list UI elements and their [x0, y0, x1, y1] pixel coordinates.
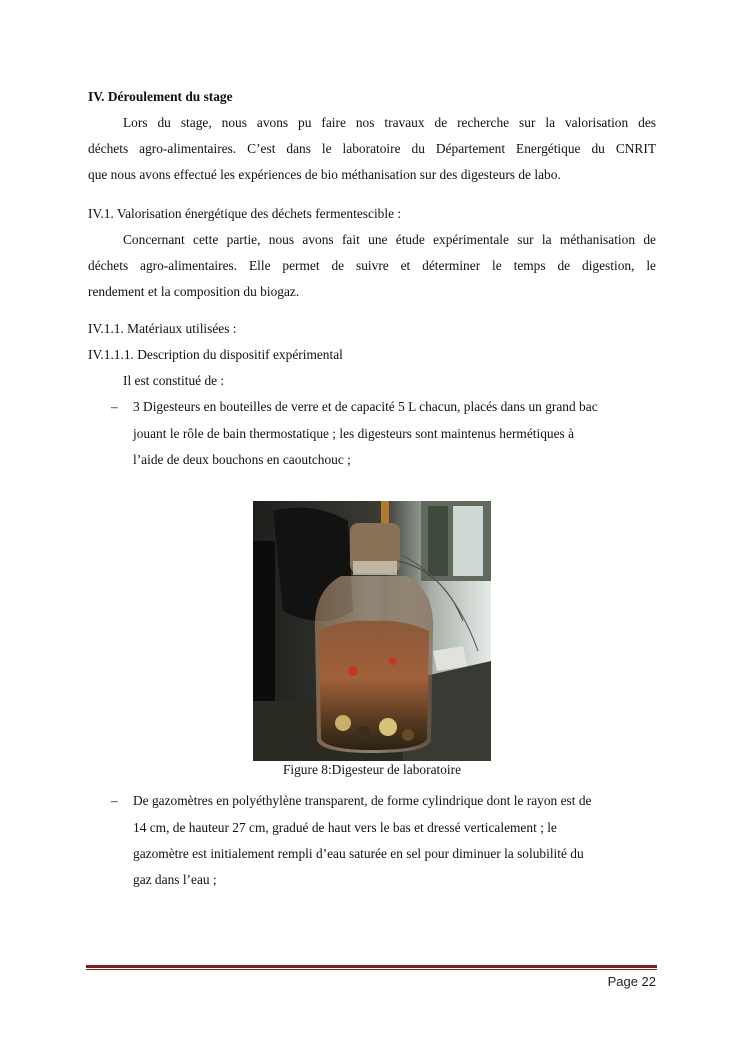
section-title: IV. Déroulement du stage	[88, 89, 233, 104]
subsection-1-1-heading: IV.1.1. Matériaux utilisées :	[88, 321, 237, 336]
digester-photo-illustration	[253, 501, 491, 761]
subsection-1-1-1-heading: IV.1.1.1. Description du dispositif expérimental	[88, 347, 343, 362]
bullet-1-line-1: 3 Digesteurs en bouteilles de verre et de capacité 5 L chacun, placés dans un grand bac	[133, 399, 598, 414]
bullet-2-line-1: De gazomètres en polyéthylène transparent, de forme cylindrique dont le rayon est de	[133, 793, 592, 808]
bullet-1-marker: –	[111, 399, 118, 414]
page-number: Page 22	[607, 974, 656, 989]
bullet-2-line-2: 14 cm, de hauteur 27 cm, gradué de haut vers le bas et dressé verticalement ; le	[133, 820, 557, 835]
intro-line-2: déchets agro-alimentaires. C’est dans le laboratoire du Département Energétique du CNRIT	[88, 141, 656, 156]
bullet-1-line-2: jouant le rôle de bain thermostatique ; les digesteurs sont maintenus hermétiques à	[133, 426, 575, 441]
bullet-2-line-3: gazomètre est initialement rempli d’eau saturée en sel pour diminuer la solubilité du	[133, 846, 584, 861]
intro-line-1: Lors du stage, nous avons pu faire nos travaux de recherche sur la valorisation des	[123, 115, 656, 130]
footer-rule-thin	[86, 969, 657, 970]
bullet-2-marker: –	[111, 793, 118, 808]
footer-rule-thick	[86, 965, 657, 968]
subsection-1-line-2: déchets agro-alimentaires. Elle permet de suivre et déterminer le temps de digestion, le	[88, 258, 656, 273]
intro-line-3: que nous avons effectué les expériences de bio méthanisation sur des digesteurs de labo.	[88, 167, 561, 182]
subsection-1-line-3: rendement et la composition du biogaz.	[88, 284, 300, 299]
figure-caption: Figure 8:Digesteur de laboratoire	[282, 762, 462, 777]
subsection-1-1-1-intro: Il est constitué de :	[123, 373, 225, 388]
bullet-1-line-3: l’aide de deux bouchons en caoutchouc ;	[133, 452, 351, 467]
digester-photo	[253, 501, 491, 761]
bullet-2-line-4: gaz dans l’eau ;	[133, 872, 217, 887]
subsection-1-heading: IV.1. Valorisation énergétique des déchets fermentescible :	[88, 206, 402, 221]
subsection-1-line-1: Concernant cette partie, nous avons fait une étude expérimentale sur la méthanisation de	[123, 232, 656, 247]
